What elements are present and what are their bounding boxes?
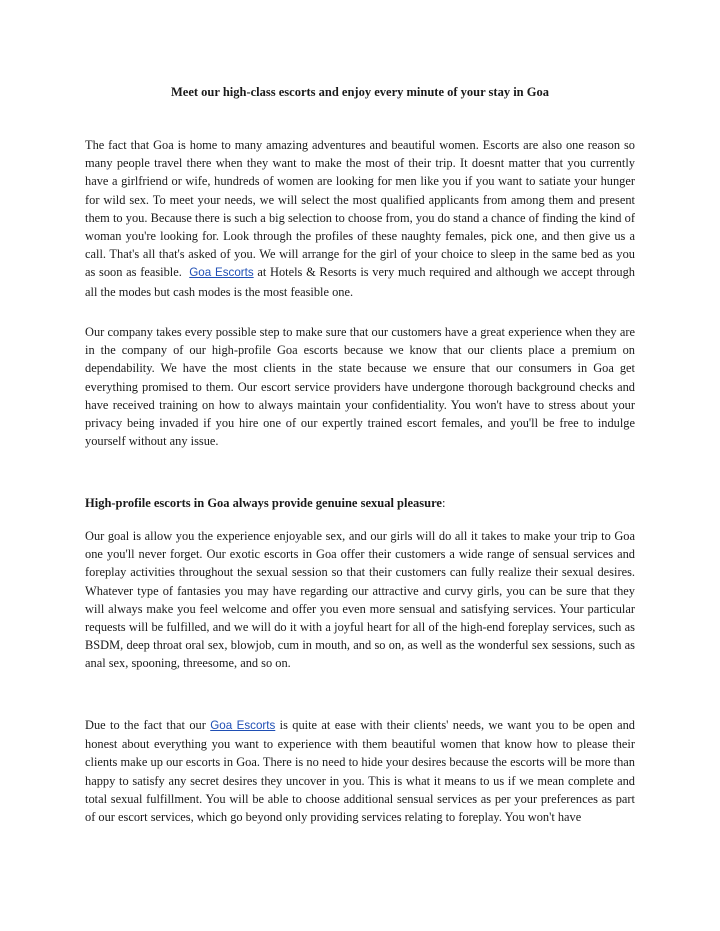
- section-heading-text: High-profile escorts in Goa always provide genuine sexual pleasure: [85, 496, 442, 510]
- intro-paragraph: [85, 136, 635, 301]
- section-heading: [85, 494, 635, 512]
- intro-paragraph-text-end: at Hotels & Resorts is very much required and although we accept through all the modes but cash modes is the most feasible one.: [85, 265, 635, 299]
- needs-paragraph-text-end: is quite at ease with their clients' needs, we want you to be open and honest about everything you want to experience with them beautiful women that know how to please their clients make up our escorts in Goa. There is no need to hide your desires because the escorts will be more than happy to satisfy any secret desires they uncover in you. This is what it means to us if we mean complete and total sexual fulfillment. You will be able to choose additional sensual services as per your preferences as part of our escort services, which go beyond only providing services relating to foreplay. You won't have: [85, 718, 636, 825]
- goal-paragraph: Our goal is allow you the experience enjoyable sex, and our girls will do all it takes to make your trip to Goa one you'll never forget. Our exotic escorts in Goa offer their customers a wide range of sensual services and foreplay activities throughout the sexual session so that their customers can fully realize their sexual desires. Whatever type of fantasies you may have regarding our attractive and curvy girls, you can be sure that they will always make you feel welcome and offer you even more sensual and satisfying services. Your particular requests will be fulfilled, and we will do it with a joyful heart for all of the high-end foreplay services, such as BSDM, deep throat oral sex, blowjob, cum in mouth, and so on, as well as the wonderful sex sessions, such as anal sex, spooning, threesome, and so on.: [85, 529, 635, 671]
- goa-escorts-link-2[interactable]: Goa Escorts: [210, 719, 276, 732]
- document-title: Meet our high-class escorts and enjoy every minute of your stay in Goa: [171, 85, 549, 99]
- needs-paragraph-text-start: Due to the fact that our: [85, 718, 211, 732]
- goa-escorts-link[interactable]: Goa Escorts: [189, 266, 254, 280]
- intro-paragraph-text-start: The fact that Goa is home to many amazing adventures and beautiful women. Escorts are also one reason so many people travel there when they want to make the most of their trip. It doesnt matter that you currently have a girlfriend or wife, hundreds of women are looking for men like you if you want to satiate your hunger for wild sex. To meet your needs, we will select the most qualified applicants from among them and present them to you. Because there is such a big selection to choose from, you do stand a chance of finding the kind of woman you're looking for. Look through the profiles of these naughty females, pick one, and then give us a call. That's all that's asked of you. We will arrange for the girl of your choice to sleep in the same bed as you as soon as feasible.: [85, 138, 635, 280]
- needs-paragraph: [85, 716, 635, 826]
- company-paragraph: Our company takes every possible step to make sure that our customers have a great experience when they are in the company of our high-profile Goa escorts because we know that our clients place a premium on dependability. We have the most clients in the state because we ensure that our consumers in Goa get everything promised to them. Our escort service providers have undergone thorough background checks and have received training on how to always maintain your confidentiality. You won't have to stress about your privacy being invaded if you hire one of our expertly trained escort females, and you'll be free to indulge yourself without any issue.: [85, 325, 635, 449]
- section-heading-colon: :: [441, 496, 446, 510]
